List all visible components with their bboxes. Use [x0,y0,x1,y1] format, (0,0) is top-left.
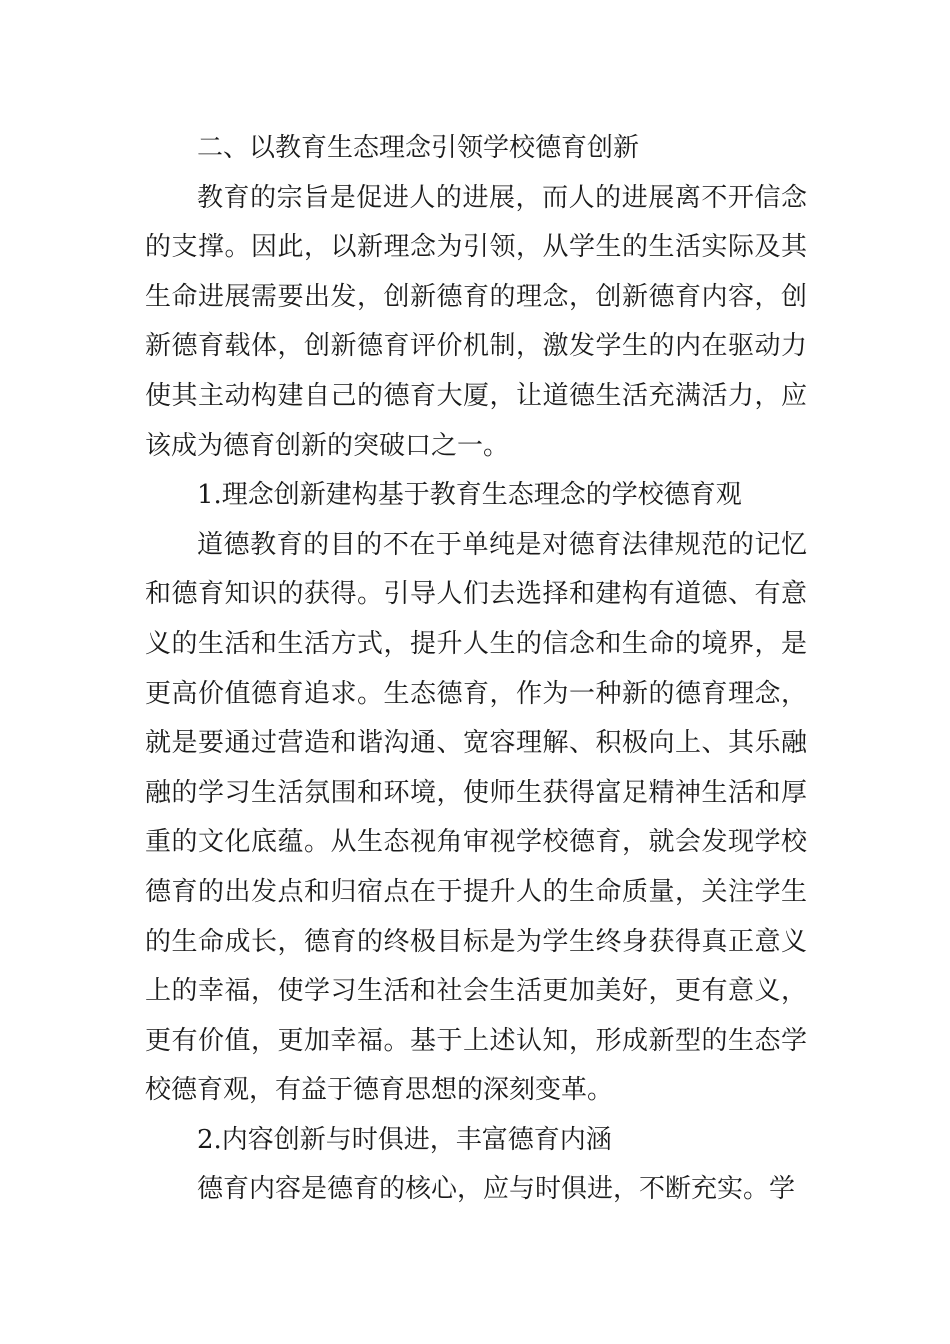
section-heading: 二、以教育生态理念引领学校德育创新 [197,133,640,163]
subsection-2-paragraph: 德育内容是德育的核心，应与时俱进，不断充实。学 [197,1174,796,1205]
intro-paragraph: 教育的宗旨是促进人的进展，而人的进展离不开信念的支撑。因此，以新理念为引领，从学生的生活实际及其生命进展需要出发，创新德育的理念，创新德育内容，创新德育载体，创新德育评价机制，激发学生的内在驱动力使其主动构建自己的德育大厦，让道德生活充满活力，应该成为德育创新的突破口之一。 [145,182,807,461]
subsection-1-heading: 1.理念创新建构基于教育生态理念的学校德育观 [197,480,742,511]
subsection-2-heading: 2.内容创新与时俱进，丰富德育内涵 [197,1124,612,1155]
subsection-1-paragraph: 道德教育的目的不在于单纯是对德育法律规范的记忆和德育知识的获得。引导人们去选择和建构有道德、有意义的生活和生活方式，提升人生的信念和生命的境界，是更高价值德育追求。生态德育，作为一种新的德育理念，就是要通过营造和谐沟通、宽容理解、积极向上、其乐融融的学习生活氛围和环境，使师生获得富足精神生活和厚重的文化底蕴。从生态视角审视学校德育，就会发现学校德育的出发点和归宿点在于提升人的生命质量，关注学生的生命成长，德育的终极目标是为学生终身获得真正意义上的幸福，使学习生活和社会生活更加美好，更有意义，更有价值，更加幸福。基于上述认知，形成新型的生态学校德育观，有益于德育思想的深刻变革。 [145,529,807,1106]
document-body [145,124,807,1215]
